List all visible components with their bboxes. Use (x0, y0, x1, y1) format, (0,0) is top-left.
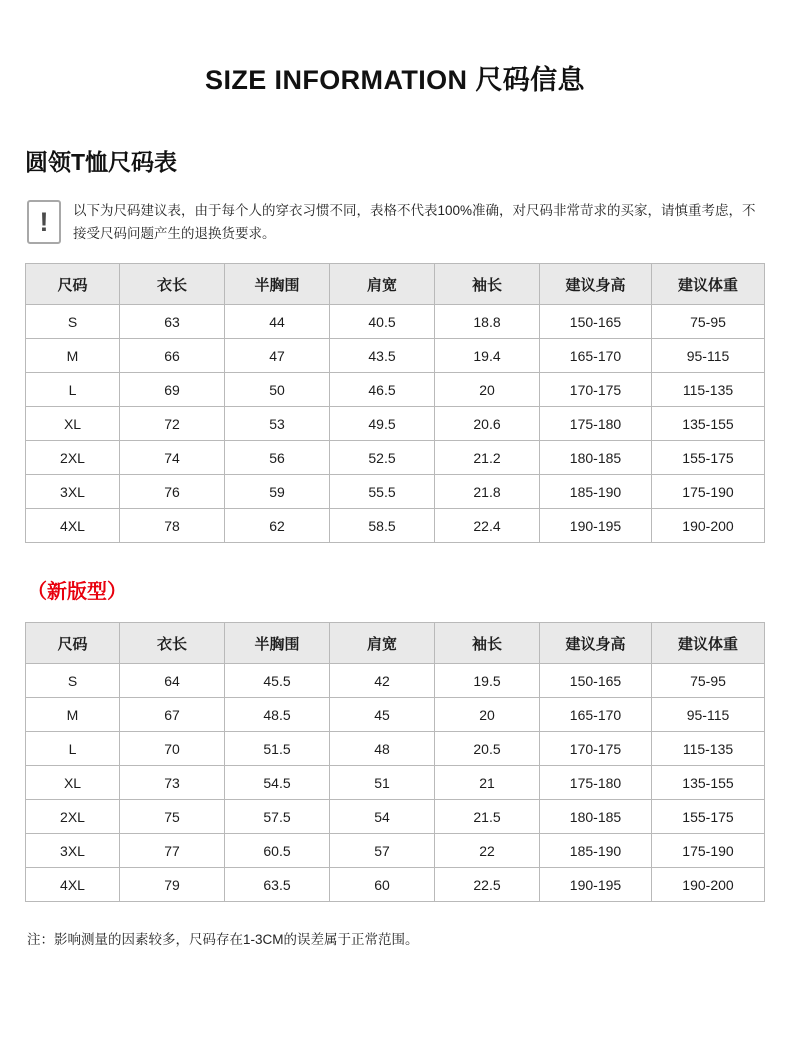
column-header: 尺码 (26, 264, 120, 305)
measurement-cell: 67 (120, 698, 225, 732)
table-body (26, 664, 765, 902)
column-header: 肩宽 (330, 623, 435, 664)
table-header-row (26, 264, 765, 305)
measurement-cell: 170-175 (540, 373, 652, 407)
measurement-cell: 20.6 (435, 407, 540, 441)
measurement-cell: 78 (120, 509, 225, 543)
table-row (26, 509, 765, 543)
column-header: 建议身高 (540, 264, 652, 305)
measurement-cell: 190-195 (540, 868, 652, 902)
measurement-cell: 190-200 (652, 868, 765, 902)
size-table-original (25, 263, 765, 543)
size-notice (27, 199, 765, 245)
measurement-cell: 76 (120, 475, 225, 509)
measurement-cell: 165-170 (540, 339, 652, 373)
size-label-cell: S (26, 664, 120, 698)
column-header: 袖长 (435, 264, 540, 305)
measurement-cell: 175-180 (540, 407, 652, 441)
measurement-cell: 21 (435, 766, 540, 800)
table-header-row (26, 623, 765, 664)
measurement-cell: 44 (225, 305, 330, 339)
table-row (26, 475, 765, 509)
table-row (26, 407, 765, 441)
size-label-cell: M (26, 698, 120, 732)
size-label-cell: S (26, 305, 120, 339)
column-header: 衣长 (120, 623, 225, 664)
measurement-cell: 62 (225, 509, 330, 543)
measurement-cell: 135-155 (652, 407, 765, 441)
measurement-cell: 175-180 (540, 766, 652, 800)
measurement-cell: 53 (225, 407, 330, 441)
measurement-cell: 45.5 (225, 664, 330, 698)
measurement-cell: 46.5 (330, 373, 435, 407)
measurement-cell: 40.5 (330, 305, 435, 339)
column-header: 袖长 (435, 623, 540, 664)
measurement-cell: 95-115 (652, 698, 765, 732)
size-label-cell: L (26, 732, 120, 766)
size-label-cell: 4XL (26, 868, 120, 902)
column-header: 尺码 (26, 623, 120, 664)
measurement-cell: 180-185 (540, 441, 652, 475)
measurement-cell: 77 (120, 834, 225, 868)
measurement-cell: 185-190 (540, 834, 652, 868)
measurement-cell: 47 (225, 339, 330, 373)
measurement-cell: 21.5 (435, 800, 540, 834)
measurement-cell: 75 (120, 800, 225, 834)
measurement-cell: 70 (120, 732, 225, 766)
measurement-cell: 51 (330, 766, 435, 800)
measurement-cell: 20.5 (435, 732, 540, 766)
measurement-cell: 45 (330, 698, 435, 732)
column-header: 建议身高 (540, 623, 652, 664)
column-header: 建议体重 (652, 264, 765, 305)
measurement-cell: 155-175 (652, 800, 765, 834)
measurement-cell: 49.5 (330, 407, 435, 441)
measurement-cell: 170-175 (540, 732, 652, 766)
table-row (26, 834, 765, 868)
size-table-new-version (25, 622, 765, 902)
measurement-cell: 72 (120, 407, 225, 441)
measurement-cell: 60.5 (225, 834, 330, 868)
measurement-cell: 74 (120, 441, 225, 475)
measurement-cell: 55.5 (330, 475, 435, 509)
measurement-cell: 69 (120, 373, 225, 407)
measurement-cell: 115-135 (652, 373, 765, 407)
column-header: 衣长 (120, 264, 225, 305)
measurement-cell: 165-170 (540, 698, 652, 732)
table-row (26, 305, 765, 339)
measurement-cell: 135-155 (652, 766, 765, 800)
measurement-cell: 64 (120, 664, 225, 698)
table-row (26, 441, 765, 475)
measurement-cell: 57 (330, 834, 435, 868)
measurement-cell: 115-135 (652, 732, 765, 766)
measurement-cell: 56 (225, 441, 330, 475)
measurement-cell: 60 (330, 868, 435, 902)
measurement-cell: 48.5 (225, 698, 330, 732)
measurement-cell: 175-190 (652, 475, 765, 509)
table-body (26, 305, 765, 543)
measurement-cell: 73 (120, 766, 225, 800)
measurement-cell: 58.5 (330, 509, 435, 543)
table-row (26, 868, 765, 902)
measurement-cell: 175-190 (652, 834, 765, 868)
measurement-cell: 19.4 (435, 339, 540, 373)
measurement-cell: 51.5 (225, 732, 330, 766)
measurement-cell: 21.2 (435, 441, 540, 475)
measurement-cell: 50 (225, 373, 330, 407)
measurement-cell: 95-115 (652, 339, 765, 373)
measurement-cell: 150-165 (540, 305, 652, 339)
exclamation-mark-icon: ! (27, 200, 61, 244)
measurement-cell: 22.5 (435, 868, 540, 902)
measurement-cell: 22.4 (435, 509, 540, 543)
measurement-cell: 21.8 (435, 475, 540, 509)
measurement-cell: 190-195 (540, 509, 652, 543)
measurement-cell: 22 (435, 834, 540, 868)
size-label-cell: 2XL (26, 800, 120, 834)
new-version-label: （新版型） (27, 581, 127, 604)
measurement-cell: 63 (120, 305, 225, 339)
size-label-cell: XL (26, 766, 120, 800)
measurement-footnote: 注：影响测量的因素较多，尺码存在1-3CM的误差属于正常范围。 (27, 932, 419, 948)
measurement-cell: 54 (330, 800, 435, 834)
section-title-crew-neck-tshirt: 圆领T恤尺码表 (25, 149, 178, 175)
measurement-cell: 75-95 (652, 305, 765, 339)
measurement-cell: 48 (330, 732, 435, 766)
size-label-cell: M (26, 339, 120, 373)
size-label-cell: L (26, 373, 120, 407)
measurement-cell: 75-95 (652, 664, 765, 698)
table-row (26, 698, 765, 732)
measurement-cell: 185-190 (540, 475, 652, 509)
table-row (26, 800, 765, 834)
page-title: SIZE INFORMATION 尺码信息 (205, 65, 585, 95)
measurement-cell: 43.5 (330, 339, 435, 373)
measurement-cell: 20 (435, 373, 540, 407)
measurement-cell: 66 (120, 339, 225, 373)
size-label-cell: 2XL (26, 441, 120, 475)
measurement-cell: 63.5 (225, 868, 330, 902)
column-header: 肩宽 (330, 264, 435, 305)
measurement-cell: 18.8 (435, 305, 540, 339)
table-row (26, 766, 765, 800)
size-label-cell: 3XL (26, 475, 120, 509)
measurement-cell: 150-165 (540, 664, 652, 698)
measurement-cell: 190-200 (652, 509, 765, 543)
table-row (26, 373, 765, 407)
measurement-cell: 59 (225, 475, 330, 509)
measurement-cell: 180-185 (540, 800, 652, 834)
measurement-cell: 155-175 (652, 441, 765, 475)
table-row (26, 732, 765, 766)
size-label-cell: 3XL (26, 834, 120, 868)
measurement-cell: 57.5 (225, 800, 330, 834)
measurement-cell: 42 (330, 664, 435, 698)
measurement-cell: 20 (435, 698, 540, 732)
measurement-cell: 19.5 (435, 664, 540, 698)
size-label-cell: 4XL (26, 509, 120, 543)
measurement-cell: 79 (120, 868, 225, 902)
column-header: 半胸围 (225, 623, 330, 664)
table-row (26, 664, 765, 698)
table-row (26, 339, 765, 373)
size-label-cell: XL (26, 407, 120, 441)
measurement-cell: 54.5 (225, 766, 330, 800)
size-notice-text: 以下为尺码建议表，由于每个人的穿衣习惯不同，表格不代表100%准确，对尺码非常苛求的买家，请慎重考虑，不接受尺码问题产生的退换货要求。 (73, 203, 756, 242)
column-header: 建议体重 (652, 623, 765, 664)
measurement-cell: 52.5 (330, 441, 435, 475)
column-header: 半胸围 (225, 264, 330, 305)
